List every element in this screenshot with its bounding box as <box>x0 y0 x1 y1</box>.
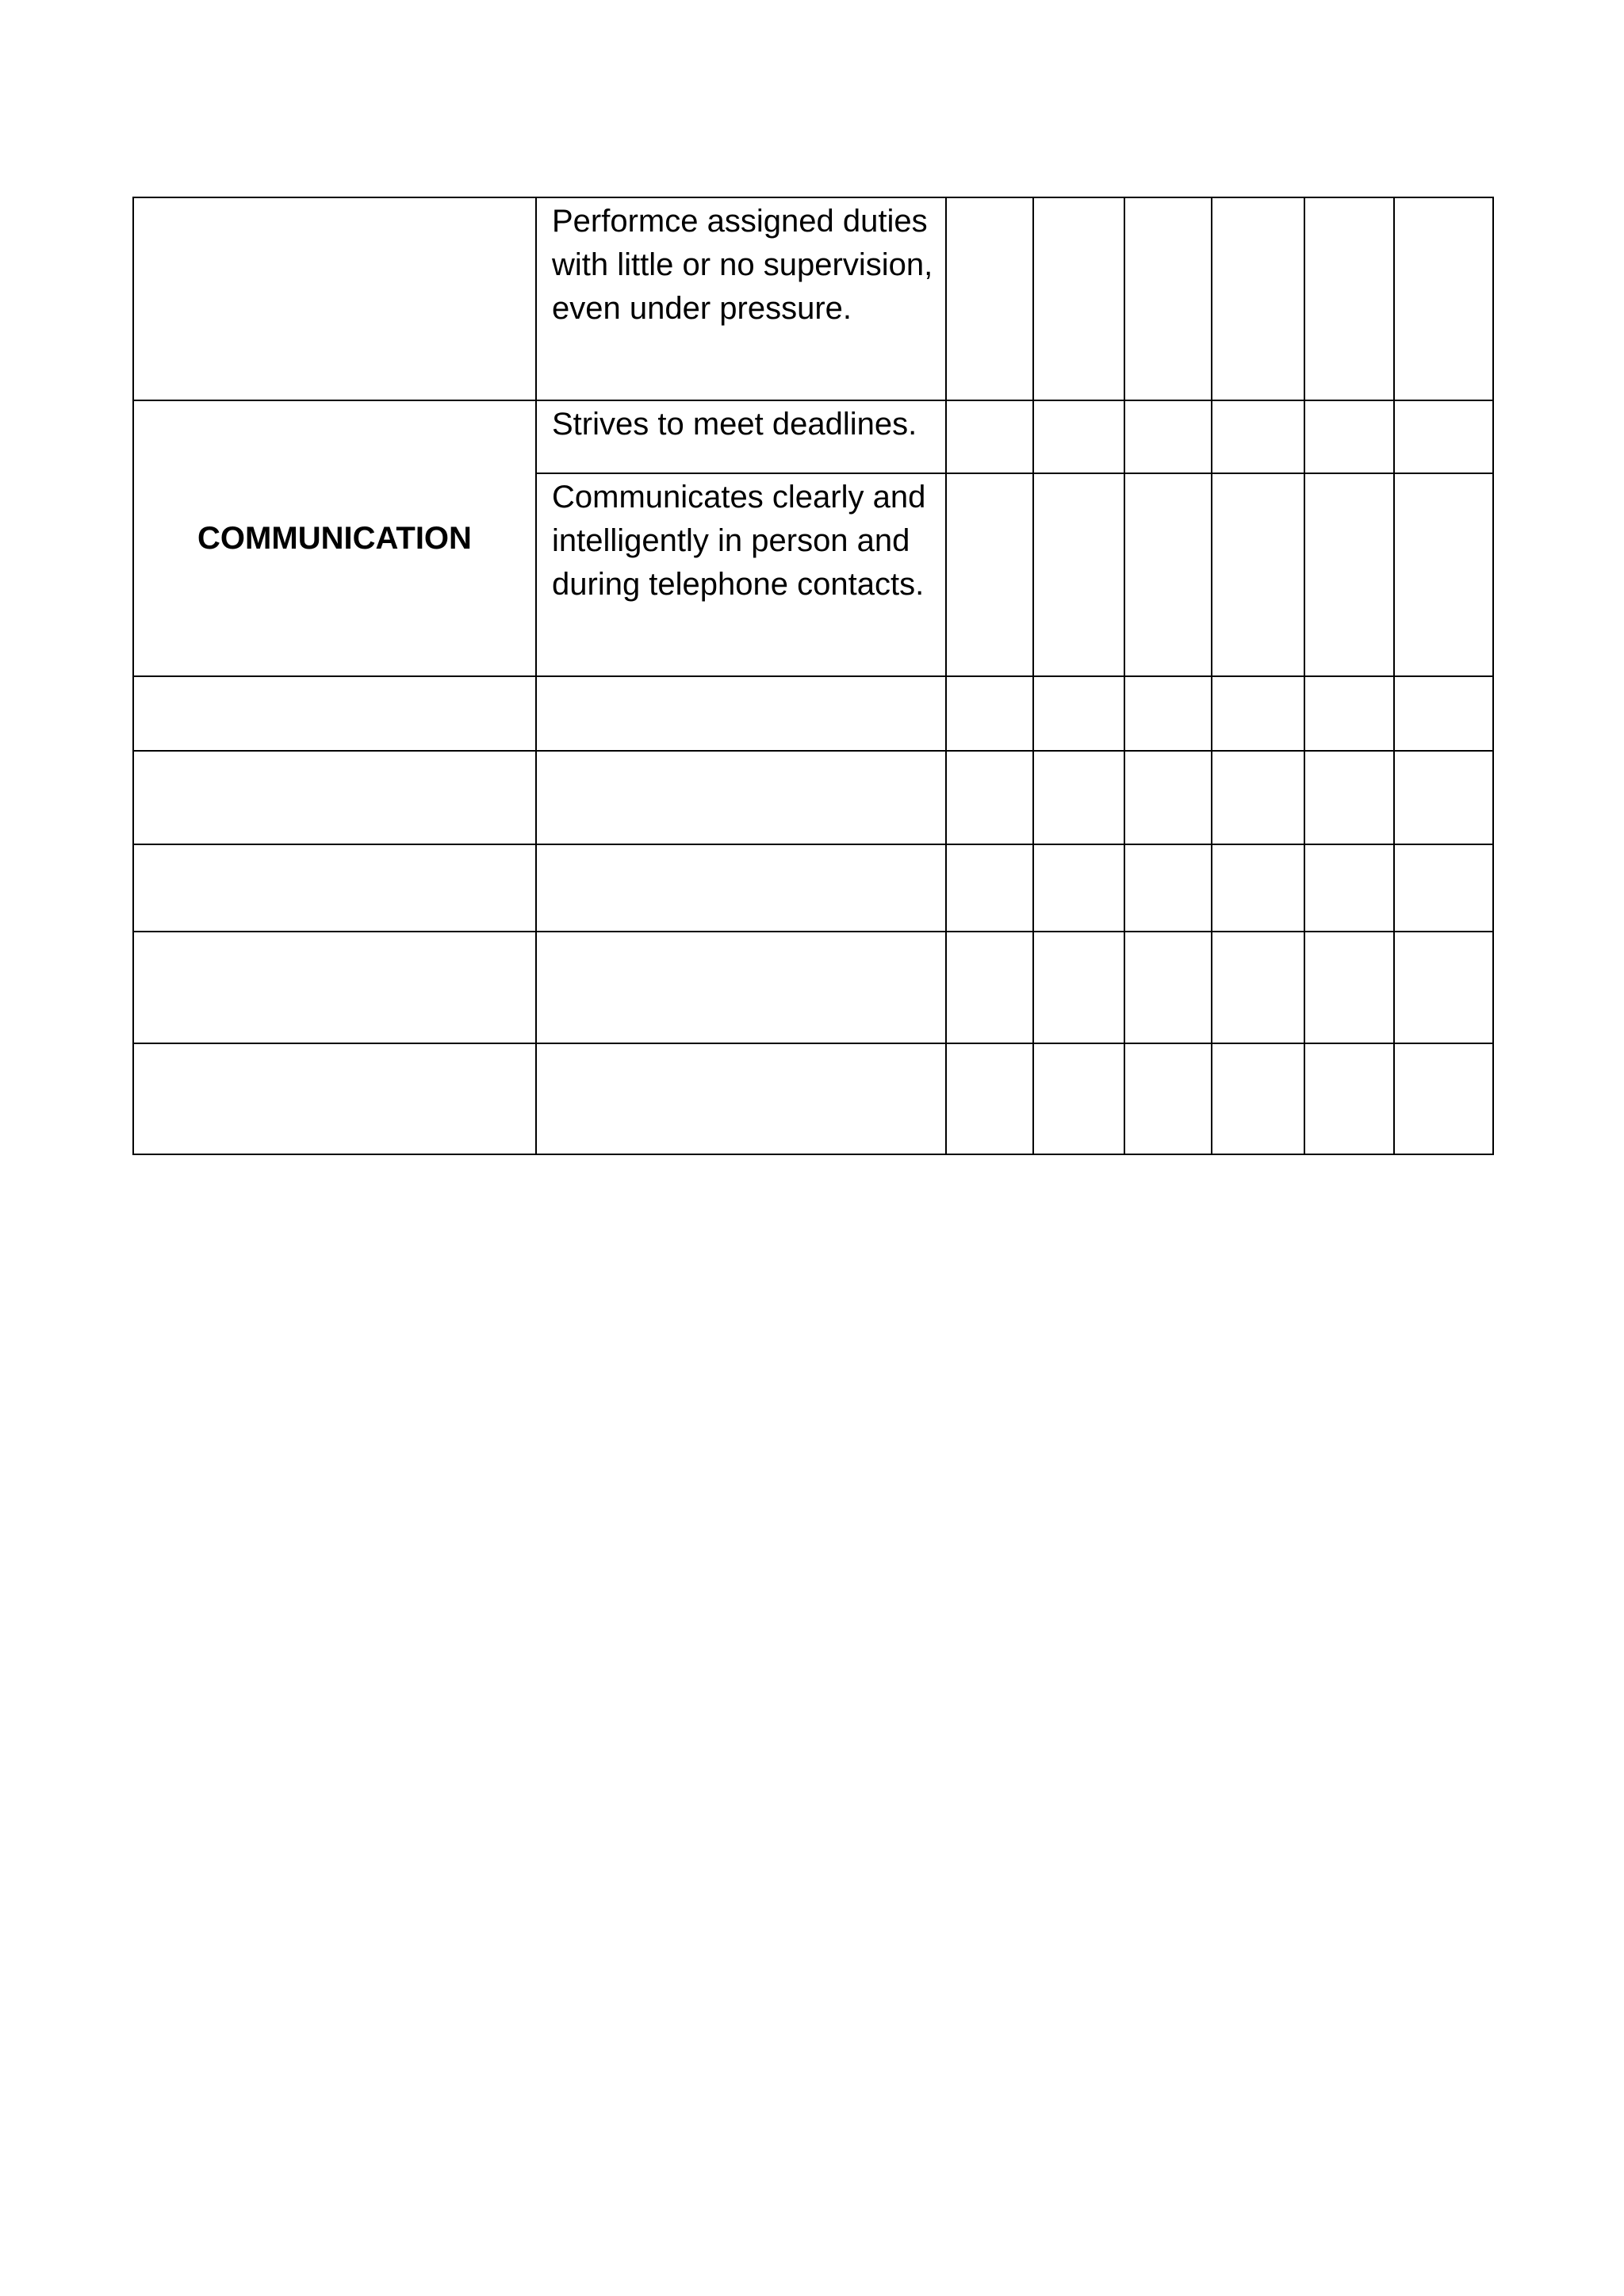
rating-cell[interactable] <box>1124 473 1212 676</box>
rating-cell[interactable] <box>1033 751 1124 844</box>
rating-cell[interactable] <box>1124 197 1212 400</box>
category-cell-communication: COMMUNICATION <box>133 400 536 676</box>
rating-cell[interactable] <box>1394 197 1493 400</box>
rating-cell[interactable] <box>1304 844 1394 932</box>
rating-cell[interactable] <box>1394 932 1493 1043</box>
rating-cell[interactable] <box>1212 197 1304 400</box>
rating-cell[interactable] <box>1124 676 1212 751</box>
rating-cell[interactable] <box>1212 1043 1304 1154</box>
rating-cell[interactable] <box>1304 676 1394 751</box>
rating-cell[interactable] <box>1212 751 1304 844</box>
table-row <box>133 932 1493 1043</box>
rating-cell[interactable] <box>1394 1043 1493 1154</box>
rating-cell[interactable] <box>946 197 1033 400</box>
rating-cell[interactable] <box>1124 844 1212 932</box>
rating-cell[interactable] <box>1033 473 1124 676</box>
rating-cell[interactable] <box>1394 844 1493 932</box>
table-row <box>133 844 1493 932</box>
evaluation-table <box>132 197 1494 1155</box>
rating-cell[interactable] <box>1304 932 1394 1043</box>
description-cell <box>536 676 946 751</box>
category-cell <box>133 932 536 1043</box>
description-cell: Performce assigned duties with little or no supervision, even under pressure. <box>536 197 946 400</box>
rating-cell[interactable] <box>946 1043 1033 1154</box>
rating-cell[interactable] <box>1033 1043 1124 1154</box>
rating-cell[interactable] <box>1304 400 1394 473</box>
category-cell <box>133 844 536 932</box>
rating-cell[interactable] <box>1033 932 1124 1043</box>
rating-cell[interactable] <box>1394 400 1493 473</box>
rating-cell[interactable] <box>946 751 1033 844</box>
rating-cell[interactable] <box>1033 197 1124 400</box>
rating-cell[interactable] <box>1212 844 1304 932</box>
category-cell <box>133 751 536 844</box>
description-cell: Strives to meet deadlines. <box>536 400 946 473</box>
description-cell <box>536 844 946 932</box>
rating-cell[interactable] <box>946 844 1033 932</box>
rating-cell[interactable] <box>1304 1043 1394 1154</box>
description-cell: Communicates clearly and intelligently in person and during telephone contacts. <box>536 473 946 676</box>
rating-cell[interactable] <box>946 676 1033 751</box>
table-row <box>133 400 1493 473</box>
rating-cell[interactable] <box>1394 473 1493 676</box>
rating-cell[interactable] <box>1304 197 1394 400</box>
description-cell <box>536 1043 946 1154</box>
rating-cell[interactable] <box>1033 844 1124 932</box>
rating-cell[interactable] <box>1212 932 1304 1043</box>
description-cell <box>536 751 946 844</box>
rating-cell[interactable] <box>946 932 1033 1043</box>
rating-cell[interactable] <box>1394 676 1493 751</box>
category-cell <box>133 1043 536 1154</box>
rating-cell[interactable] <box>1212 400 1304 473</box>
rating-cell[interactable] <box>1304 751 1394 844</box>
category-cell <box>133 676 536 751</box>
rating-cell[interactable] <box>1033 400 1124 473</box>
description-cell <box>536 932 946 1043</box>
rating-cell[interactable] <box>946 473 1033 676</box>
rating-cell[interactable] <box>1212 473 1304 676</box>
rating-cell[interactable] <box>1124 751 1212 844</box>
table-row <box>133 751 1493 844</box>
rating-cell[interactable] <box>1212 676 1304 751</box>
table-row <box>133 197 1493 400</box>
rating-cell[interactable] <box>1124 1043 1212 1154</box>
rating-cell[interactable] <box>1304 473 1394 676</box>
table-row <box>133 676 1493 751</box>
rating-cell[interactable] <box>1124 400 1212 473</box>
rating-cell[interactable] <box>1124 932 1212 1043</box>
table-row <box>133 1043 1493 1154</box>
rating-cell[interactable] <box>1033 676 1124 751</box>
rating-cell[interactable] <box>1394 751 1493 844</box>
category-cell <box>133 197 536 400</box>
rating-cell[interactable] <box>946 400 1033 473</box>
